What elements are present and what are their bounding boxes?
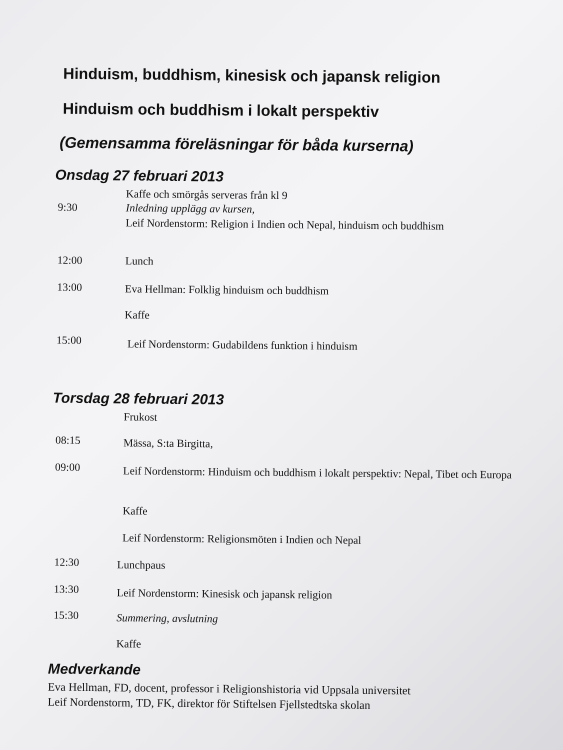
schedule-time: 15:00 — [56, 334, 82, 347]
schedule-time: 12:30 — [54, 556, 80, 569]
schedule-item: Leif Nordenstorm: Gudabildens funktion i hinduism — [127, 338, 358, 353]
schedule-time: 15:30 — [53, 609, 79, 622]
schedule-item: Summering, avslutning — [116, 612, 219, 626]
contributors-heading: Medverkande — [47, 661, 141, 679]
schedule-time: 13:00 — [56, 281, 83, 294]
schedule-item: Kaffe — [122, 505, 148, 518]
day1-heading: Onsdag 27 februari 2013 — [55, 167, 224, 186]
title-line-2: Hinduism och buddhism i lokalt perspektiv — [62, 100, 379, 122]
contributor-line: Eva Hellman, FD, docent, professor i Religionshistoria vid Uppsala universitet — [47, 681, 411, 698]
day2-heading: Torsdag 28 februari 2013 — [52, 390, 225, 409]
schedule-item: Lunchpaus — [117, 559, 166, 572]
schedule-item: Mässa, S:ta Birgitta, — [123, 437, 214, 451]
schedule-time: 13:30 — [53, 583, 79, 596]
schedule-item: Frukost — [123, 411, 158, 424]
schedule-item: Kaffe — [116, 638, 142, 651]
schedule-item: Eva Hellman: Folklig hinduism och buddhism — [124, 283, 329, 298]
schedule-item: Leif Nordenstorm: Religion i Indien och Nepal, hinduism och buddhism — [125, 217, 445, 233]
schedule-item: Leif Nordenstorm: Religionsmöten i Indien och Nepal — [122, 532, 362, 547]
schedule-item: Kaffe — [124, 309, 150, 322]
schedule-item: Leif Nordenstorm: Hinduism och buddhism i lokalt perspektiv: Nepal, Tibet och Europa — [122, 465, 512, 482]
contributor-line: Leif Nordenstorm, TD, FK, direktor för Stiftelsen Fjellstedtska skolan — [47, 696, 371, 712]
schedule-item: Leif Nordenstorm: Kinesisk och japansk religion — [116, 587, 333, 602]
schedule-item: Inledning upplägg av kursen, — [125, 202, 255, 216]
schedule-time: 12:00 — [57, 254, 83, 267]
schedule-time: 09:00 — [55, 461, 81, 474]
schedule-time: 9:30 — [57, 201, 78, 214]
schedule-item: Kaffe och smörgås serveras från kl 9 — [125, 188, 288, 203]
title-line-1: Hinduism, buddhism, kinesisk och japansk religion — [63, 65, 441, 87]
schedule-time: 08:15 — [55, 434, 81, 447]
schedule-item: Lunch — [125, 255, 154, 268]
title-line-3: (Gemensamma föreläsningar för båda kurserna) — [59, 134, 414, 156]
